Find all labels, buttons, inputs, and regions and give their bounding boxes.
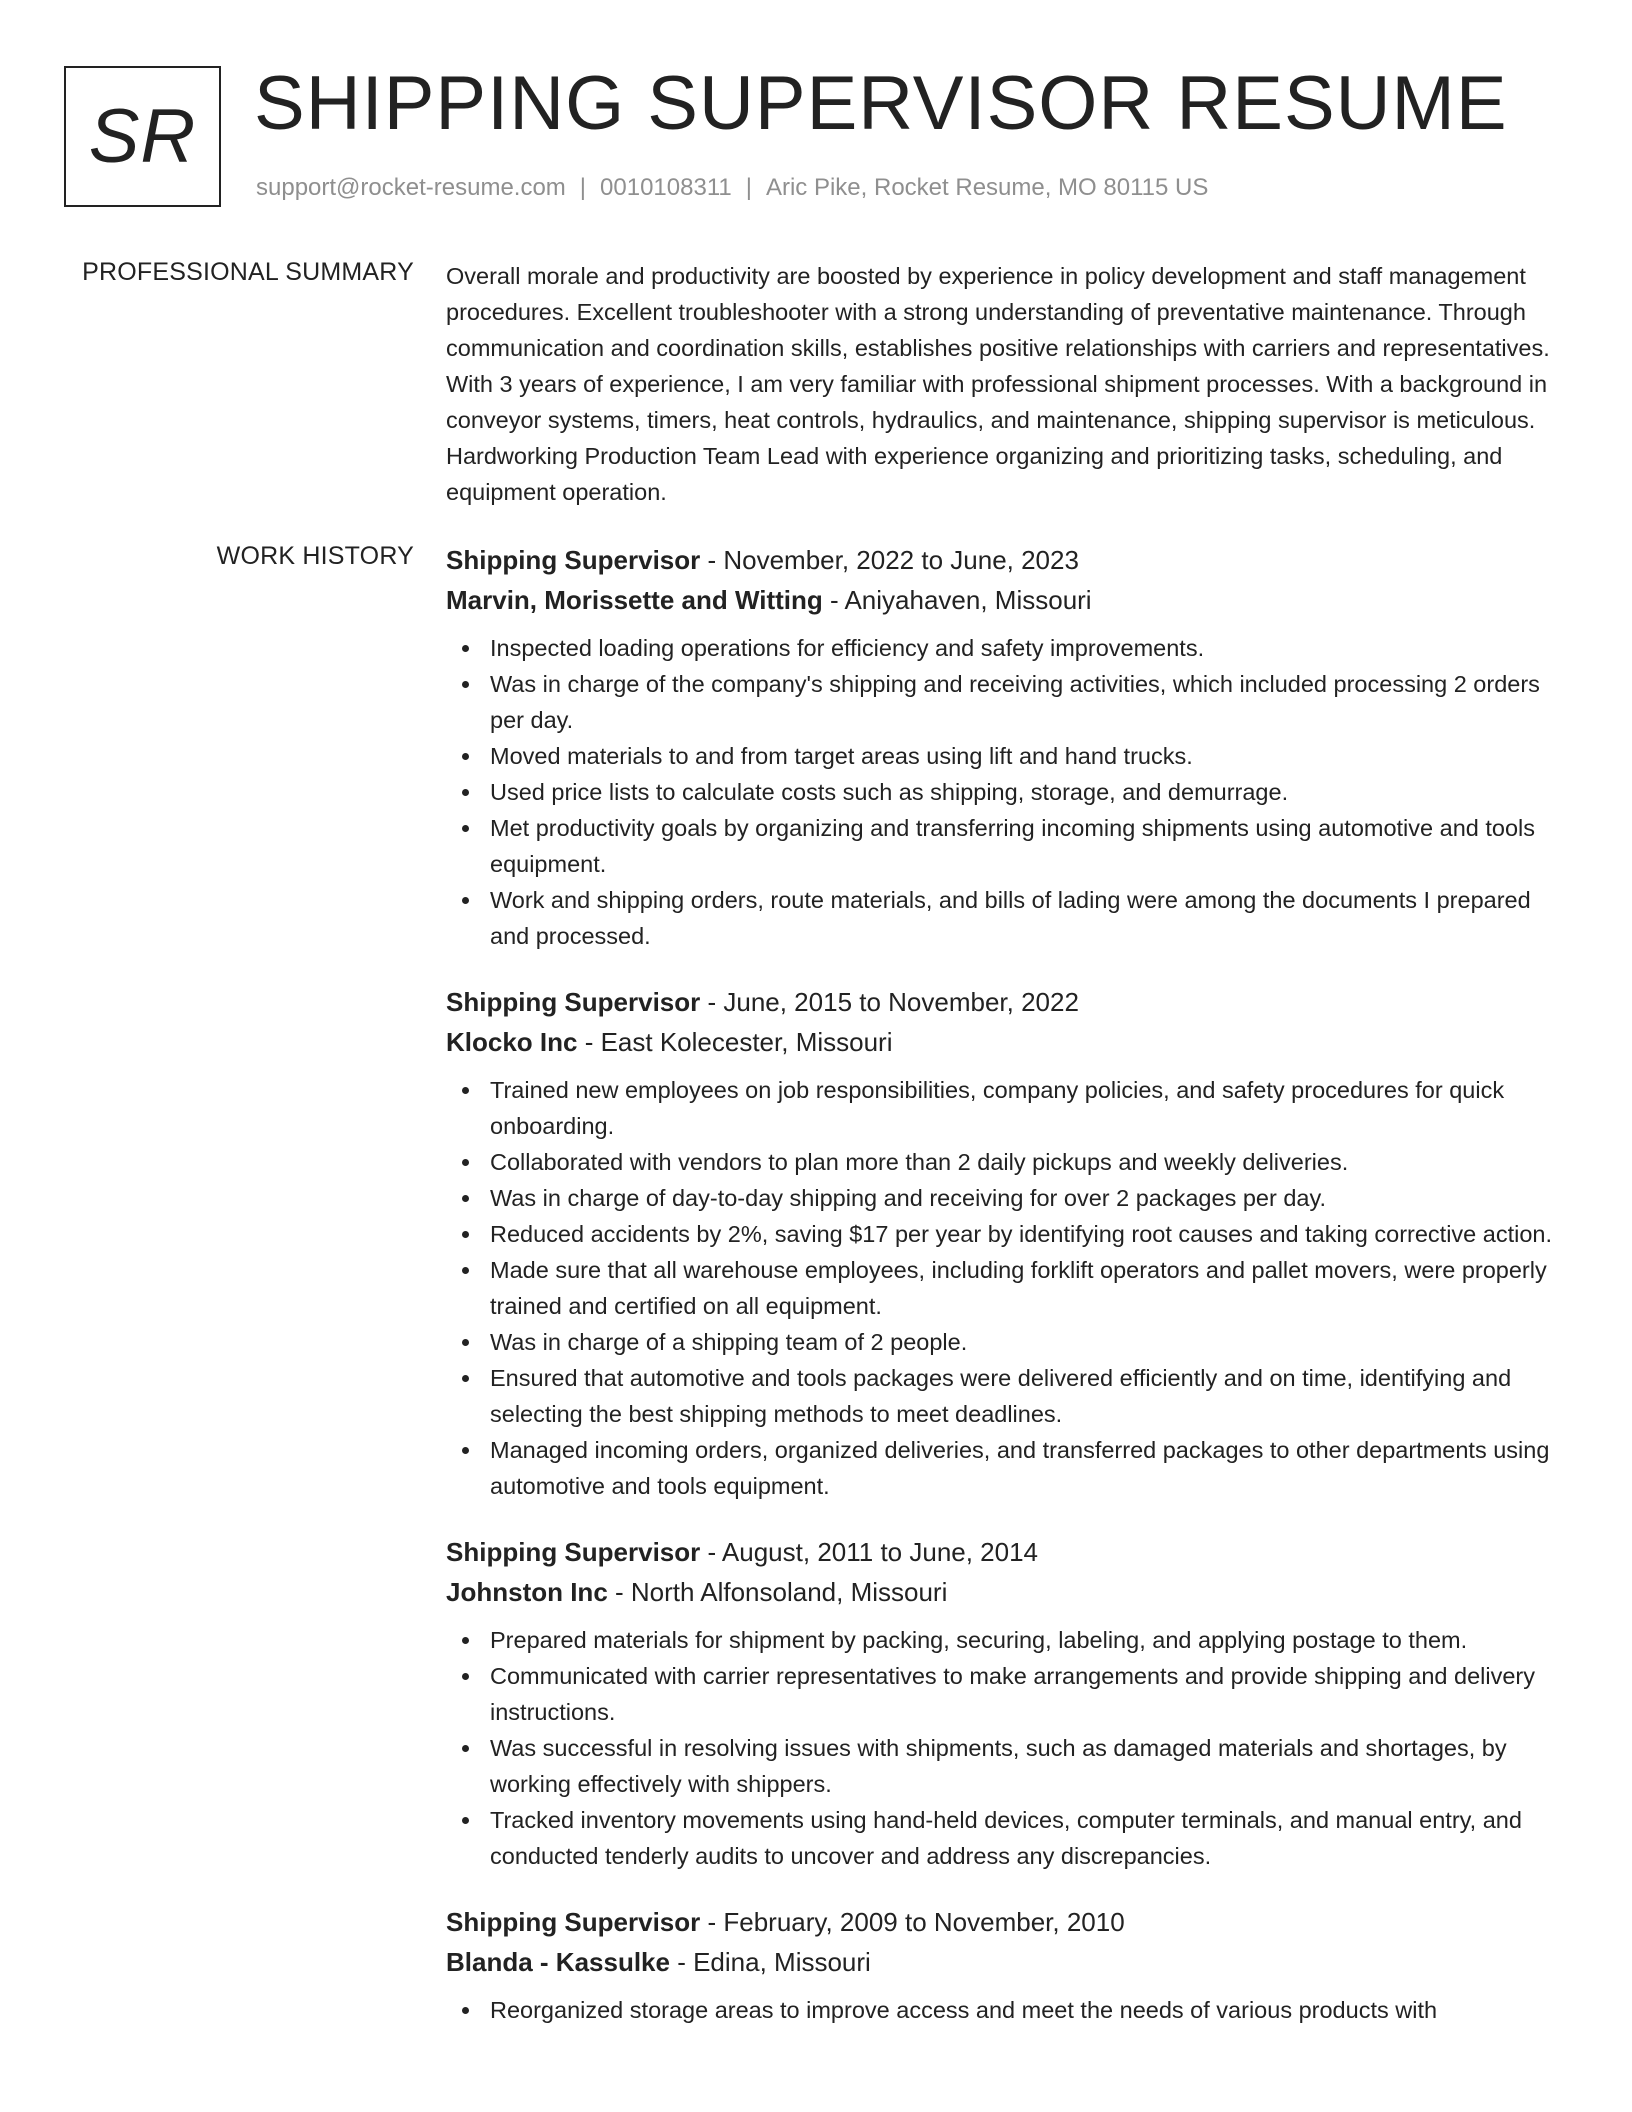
job-location: - North Alfonsoland, Missouri <box>607 1577 948 1607</box>
list-item <box>446 1432 1566 1504</box>
bullet-icon <box>462 1195 469 1202</box>
job-dates: - February, 2009 to November, 2010 <box>700 1907 1125 1937</box>
job-bullets <box>446 630 1566 954</box>
job-company-line <box>446 1572 1566 1612</box>
job-title-line <box>446 982 1566 1022</box>
list-item <box>446 738 1566 774</box>
bullet-icon <box>462 1231 469 1238</box>
job-bullets <box>446 1072 1566 1504</box>
bullet-icon <box>462 897 469 904</box>
job-dates: - June, 2015 to November, 2022 <box>700 987 1079 1017</box>
section-label-work-history: WORK HISTORY <box>216 542 414 570</box>
list-item <box>446 1144 1566 1180</box>
job-company-line <box>446 1022 1566 1062</box>
job-entry <box>446 982 1566 1504</box>
contact-line <box>256 174 1208 202</box>
bullet-text: Ensured that automotive and tools packages were delivered efficiently and on time, identifying and selecting the best shipping methods to meet deadlines. <box>490 1365 1512 1427</box>
bullet-icon <box>462 1375 469 1382</box>
bullet-text: Managed incoming orders, organized deliveries, and transferred packages to other departments using automotive and tools equipment. <box>490 1437 1550 1499</box>
list-item <box>446 1658 1566 1730</box>
job-location: - East Kolecester, Missouri <box>577 1027 893 1057</box>
job-title: Shipping Supervisor <box>446 1907 701 1937</box>
bullet-icon <box>462 681 469 688</box>
list-item <box>446 1216 1566 1252</box>
list-item <box>446 630 1566 666</box>
bullet-text: Trained new employees on job responsibilities, company policies, and safety procedures for quick onboarding. <box>490 1077 1505 1139</box>
bullet-icon <box>462 825 469 832</box>
bullet-icon <box>462 789 469 796</box>
job-company-line <box>446 1942 1566 1982</box>
job-location: - Aniyahaven, Missouri <box>822 585 1092 615</box>
bullet-text: Prepared materials for shipment by packing, securing, labeling, and applying postage to them. <box>490 1627 1468 1653</box>
bullet-text: Was successful in resolving issues with shipments, such as damaged materials and shortages, by working effectively with shippers. <box>490 1735 1507 1797</box>
bullet-text: Inspected loading operations for efficiency and safety improvements. <box>490 635 1205 661</box>
bullet-icon <box>462 1673 469 1680</box>
bullet-text: Tracked inventory movements using hand-held devices, computer terminals, and manual entry, and conducted tenderly audits to uncover and address any discrepancies. <box>490 1807 1522 1869</box>
job-title: Shipping Supervisor <box>446 1537 701 1567</box>
bullet-text: Was in charge of the company's shipping and receiving activities, which included processing 2 orders per day. <box>490 671 1540 733</box>
job-company-line <box>446 580 1566 620</box>
bullet-text: Was in charge of a shipping team of 2 people. <box>490 1329 968 1355</box>
job-title-line <box>446 540 1566 580</box>
job-dates: - August, 2011 to June, 2014 <box>700 1537 1039 1567</box>
job-location: - Edina, Missouri <box>669 1947 871 1977</box>
contact-separator: | <box>579 174 587 201</box>
job-title: Shipping Supervisor <box>446 987 701 1017</box>
bullet-icon <box>462 1267 469 1274</box>
job-entry <box>446 540 1566 954</box>
bullet-icon <box>462 1159 469 1166</box>
bullet-icon <box>462 1817 469 1824</box>
list-item <box>446 666 1566 738</box>
list-item <box>446 1730 1566 1802</box>
job-bullets <box>446 1622 1566 1874</box>
job-title: Shipping Supervisor <box>446 545 701 575</box>
list-item <box>446 1072 1566 1144</box>
list-item <box>446 1802 1566 1874</box>
bullet-text: Collaborated with vendors to plan more than 2 daily pickups and weekly deliveries. <box>490 1149 1349 1175</box>
section-label-summary: PROFESSIONAL SUMMARY <box>82 258 414 286</box>
job-dates: - November, 2022 to June, 2023 <box>700 545 1079 575</box>
bullet-text: Made sure that all warehouse employees, including forklift operators and pallet movers, were properly trained and certified on all equipment. <box>490 1257 1547 1319</box>
job-title-line <box>446 1902 1566 1942</box>
bullet-text: Reorganized storage areas to improve access and meet the needs of various products with <box>490 1997 1438 2023</box>
bullet-text: Reduced accidents by 2%, saving $17 per year by identifying root causes and taking corrective action. <box>490 1221 1553 1247</box>
job-company: Johnston Inc <box>446 1577 608 1607</box>
summary-body <box>446 258 1566 510</box>
list-item <box>446 882 1566 954</box>
bullet-text: Work and shipping orders, route materials, and bills of lading were among the documents I prepared and processed. <box>490 887 1531 949</box>
monogram: SR <box>64 66 221 207</box>
resume-header <box>64 61 1564 216</box>
contact-address: Aric Pike, Rocket Resume, MO 80115 US <box>765 174 1209 201</box>
bullet-icon <box>462 1637 469 1644</box>
job-company: Blanda - Kassulke <box>446 1947 670 1977</box>
job-company: Klocko Inc <box>446 1027 578 1057</box>
bullet-text: Was in charge of day-to-day shipping and receiving for over 2 packages per day. <box>490 1185 1327 1211</box>
job-entry <box>446 1902 1566 2028</box>
list-item <box>446 1622 1566 1658</box>
bullet-text: Moved materials to and from target areas using lift and hand trucks. <box>490 743 1193 769</box>
job-company: Marvin, Morissette and Witting <box>446 585 823 615</box>
list-item <box>446 810 1566 882</box>
bullet-icon <box>462 645 469 652</box>
contact-phone: 0010108311 <box>600 174 732 201</box>
bullet-icon <box>462 2007 469 2014</box>
bullet-icon <box>462 753 469 760</box>
list-item <box>446 1324 1566 1360</box>
bullet-icon <box>462 1339 469 1346</box>
bullet-text: Met productivity goals by organizing and transferring incoming shipments using automotive and tools equipment. <box>490 815 1536 877</box>
summary-text: Overall morale and productivity are boosted by experience in policy development and staff management procedures. Excellent troubleshooter with a strong understanding of preventative maintenance. Through communication and coordination skills, establishes positive relationships with carriers and representatives. With 3 years of experience, I am very familiar with professional shipment processes. With a background in conveyor systems, timers, heat controls, hydraulics, and maintenance, shipping supervisor is meticulous. Hardworking Production Team Lead with experience organizing and prioritizing tasks, scheduling, and equipment operation. <box>446 263 1550 505</box>
page-title: SHIPPING SUPERVISOR RESUME <box>254 61 1508 146</box>
list-item <box>446 1992 1566 2028</box>
bullet-icon <box>462 1447 469 1454</box>
job-entry <box>446 1532 1566 1874</box>
list-item <box>446 1180 1566 1216</box>
contact-separator: | <box>745 174 752 201</box>
work-history-body <box>446 540 1566 2056</box>
job-bullets <box>446 1992 1566 2028</box>
list-item <box>446 1360 1566 1432</box>
bullet-icon <box>462 1087 469 1094</box>
list-item <box>446 1252 1566 1324</box>
contact-email: support@rocket-resume.com <box>256 174 566 201</box>
job-title-line <box>446 1532 1566 1572</box>
bullet-text: Communicated with carrier representatives to make arrangements and provide shipping and delivery instructions. <box>490 1663 1535 1725</box>
bullet-text: Used price lists to calculate costs such as shipping, storage, and demurrage. <box>490 779 1289 805</box>
bullet-icon <box>462 1745 469 1752</box>
list-item <box>446 774 1566 810</box>
